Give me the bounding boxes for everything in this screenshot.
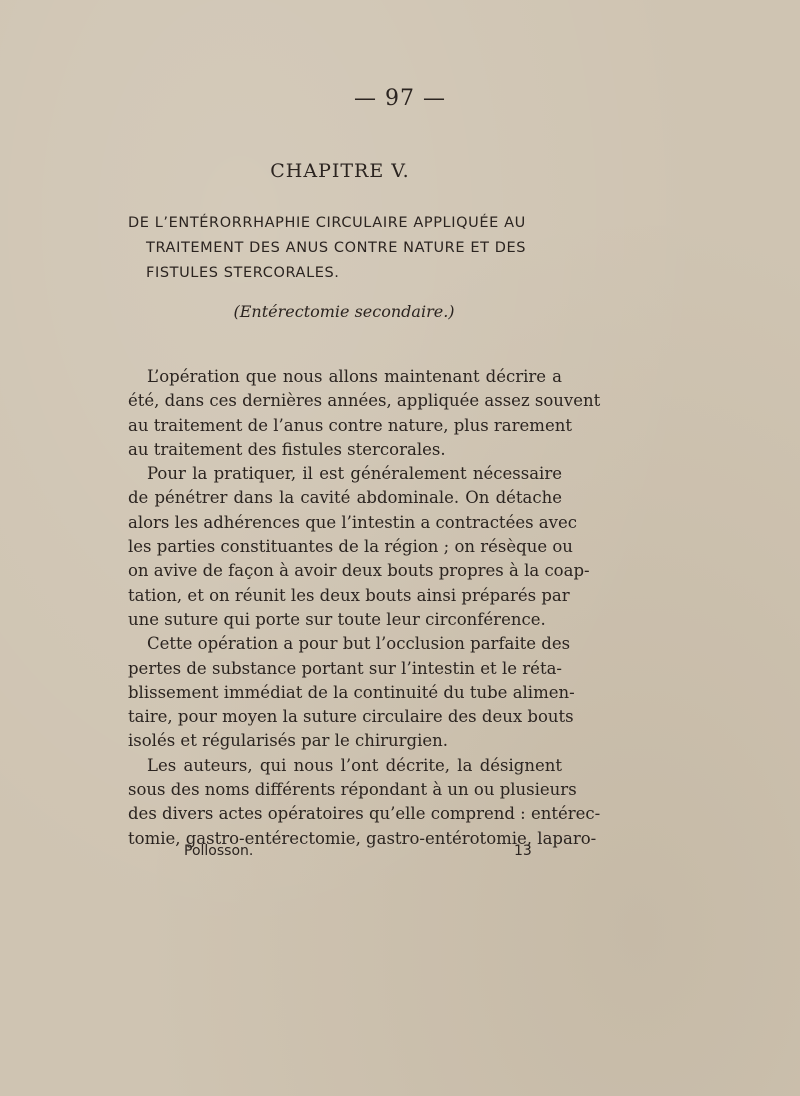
text-line: isolés et régularisés par le chirurgien.	[128, 731, 448, 751]
body-text	[128, 365, 601, 851]
chapter-heading: CHAPITRE V.	[270, 160, 410, 182]
text-line: on avive de façon à avoir deux bouts propres à la coap-	[128, 561, 590, 581]
text-line: tomie, gastro-entérectomie, gastro-entérotomie, laparo-	[128, 828, 597, 848]
text-line: Cette opération a pour but l’occlusion parfaite des	[147, 634, 571, 654]
text-line: de pénétrer dans la cavité abdominale. On détache	[128, 488, 562, 508]
section-title-line: TRAITEMENT DES ANUS CONTRE NATURE ET DES	[146, 240, 527, 256]
text-line: Les auteurs, qui nous l’ont décrite, la désignent	[147, 755, 562, 775]
text-line: pertes de substance portant sur l’intestin et le réta-	[128, 658, 562, 678]
text-line: au traitement des fistules stercorales.	[128, 439, 446, 459]
section-title-line: DE L’ENTÉRORRHAPHIE CIRCULAIRE APPLIQUÉE AU	[128, 215, 526, 231]
text-line: des divers actes opératoires qu’elle comprend : entérec-	[128, 804, 601, 824]
section-title-line: FISTULES STERCORALES.	[146, 265, 340, 281]
text-line: une suture qui porte sur toute leur circonférence.	[128, 609, 546, 629]
author-name: Pollosson.	[184, 843, 254, 859]
text-line: blissement immédiat de la continuité du tube alimen-	[128, 682, 575, 702]
text-line: au traitement de l’anus contre nature, plus rarement	[128, 415, 572, 435]
page-number: — 97 —	[354, 86, 446, 111]
section-title	[128, 211, 560, 286]
signature-mark: 13	[514, 843, 532, 859]
text-line: taire, pour moyen la suture circulaire des deux bouts	[128, 707, 574, 727]
text-line: sous des noms différents répondant à un ou plusieurs	[128, 780, 577, 800]
text-line: été, dans ces dernières années, appliquée assez souvent	[128, 391, 601, 411]
text-line: L’opération que nous allons maintenant décrire a	[147, 367, 562, 386]
text-line: Pour la pratiquer, il est généralement nécessaire	[147, 464, 562, 484]
text-line: tation, et on réunit les deux bouts ainsi préparés par	[128, 585, 570, 605]
text-line: les parties constituantes de la région ; on résèque ou	[128, 537, 573, 557]
section-subtitle: (Entérectomie secondaire.)	[233, 302, 455, 321]
text-line: alors les adhérences que l’intestin a contractées avec	[128, 512, 577, 532]
